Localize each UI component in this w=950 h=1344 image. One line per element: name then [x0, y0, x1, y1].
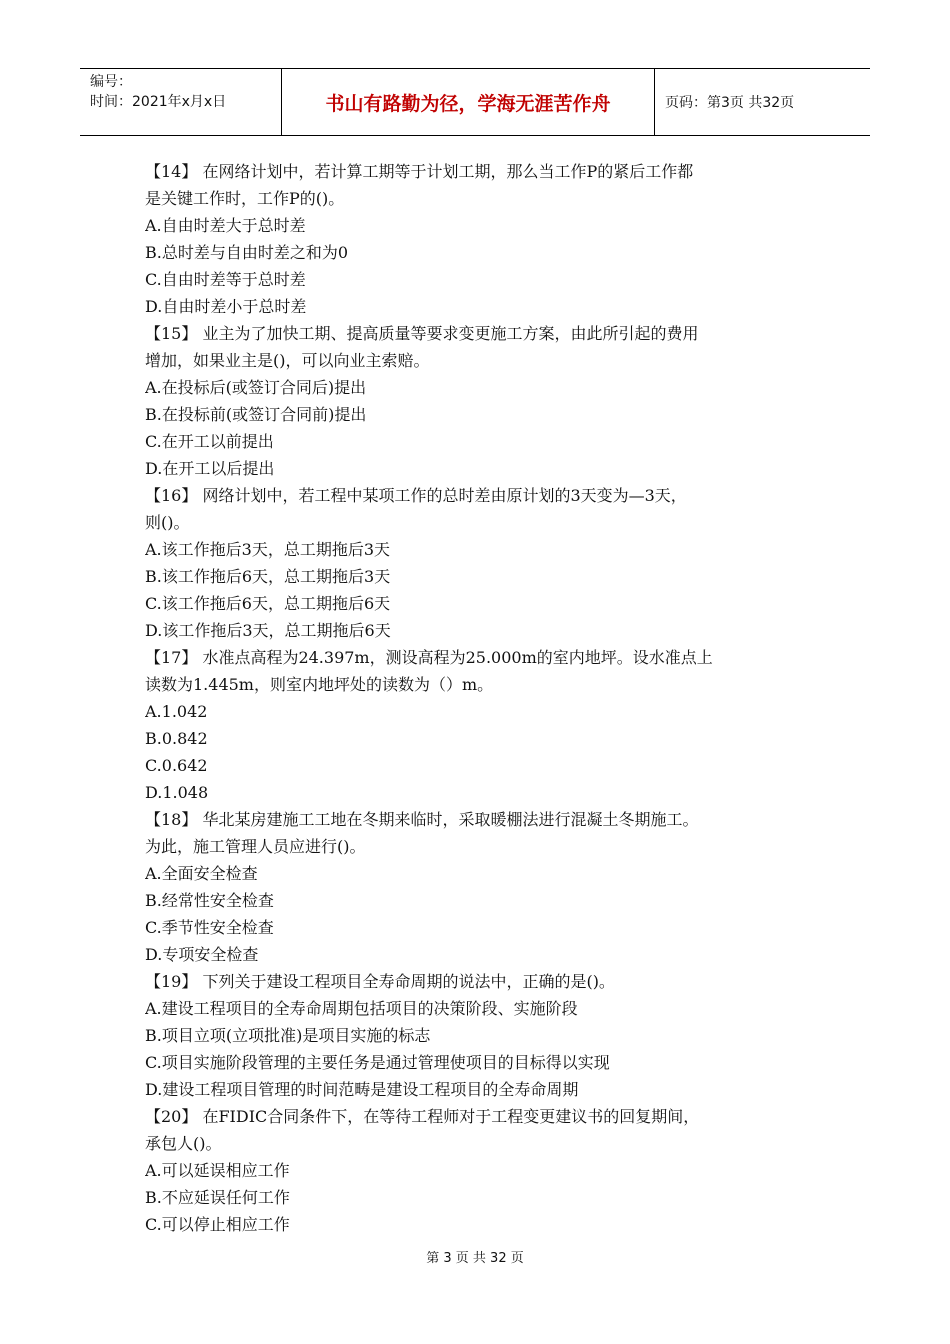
- text-line: D.自由时差小于总时差: [145, 297, 307, 316]
- header-meta: [80, 69, 282, 135]
- text-line: 增加，如果业主是()，可以向业主索赔。: [145, 351, 430, 370]
- serial-label: 编号：: [90, 74, 132, 90]
- text-line: 为此，施工管理人员应进行()。: [145, 837, 366, 856]
- text-line: 【20】 在FIDIC合同条件下，在等待工程师对于工程变更建议书的回复期间，: [145, 1107, 700, 1126]
- text-line: 【14】 在网络计划中，若计算工期等于计划工期，那么当工作P的紧后工作都: [145, 162, 694, 181]
- text-line: A.在投标后(或签订合同后)提出: [145, 378, 367, 397]
- text-line: A.全面安全检查: [145, 864, 258, 883]
- text-line: B.总时差与自由时差之和为0: [145, 243, 349, 262]
- header-page-info: 页码：第3页 共32页: [665, 95, 795, 111]
- text-line: 【16】 网络计划中，若工程中某项工作的总时差由原计划的3天变为—3天，: [145, 486, 687, 505]
- text-line: 【15】 业主为了加快工期、提高质量等要求变更施工方案，由此所引起的费用: [145, 324, 699, 343]
- text-line: C.自由时差等于总时差: [145, 270, 306, 289]
- text-line: D.在开工以后提出: [145, 459, 275, 478]
- text-line: C.项目实施阶段管理的主要任务是通过管理使项目的目标得以实现: [145, 1053, 610, 1072]
- text-line: B.该工作拖后6天，总工期拖后3天: [145, 567, 391, 586]
- text-line: C.季节性安全检查: [145, 918, 274, 937]
- page-header: [80, 68, 870, 136]
- text-line: B.在投标前(或签订合同前)提出: [145, 405, 367, 424]
- text-line: B.经常性安全检查: [145, 891, 274, 910]
- text-line: 【17】 水准点高程为24.397m，测设高程为25.000m的室内地坪。设水准点上: [145, 648, 713, 667]
- date-line: 时间：2021年x月x日: [90, 94, 227, 110]
- text-line: D.该工作拖后3天，总工期拖后6天: [145, 621, 391, 640]
- text-line: A.该工作拖后3天，总工期拖后3天: [145, 540, 391, 559]
- text-line: 【19】 下列关于建设工程项目全寿命周期的说法中，正确的是()。: [145, 972, 615, 991]
- text-line: C.0.642: [145, 756, 208, 775]
- text-line: 承包人()。: [145, 1134, 222, 1153]
- text-line: D.建设工程项目管理的时间范畴是建设工程项目的全寿命周期: [145, 1080, 579, 1099]
- text-line: B.0.842: [145, 729, 208, 748]
- document-body: [145, 158, 815, 1238]
- text-line: C.在开工以前提出: [145, 432, 274, 451]
- header-motto: 书山有路勤为径，学海无涯苦作舟: [282, 69, 655, 135]
- text-line: C.可以停止相应工作: [145, 1215, 290, 1234]
- text-line: A.1.042: [145, 702, 208, 721]
- text-line: A.自由时差大于总时差: [145, 216, 306, 235]
- page-footer: 第 3 页 共 32 页: [426, 1251, 524, 1266]
- text-line: B.项目立项(立项批准)是项目实施的标志: [145, 1026, 431, 1045]
- text-line: 【18】 华北某房建施工工地在冬期来临时，采取暖棚法进行混凝土冬期施工。: [145, 810, 699, 829]
- text-line: 则()。: [145, 513, 190, 532]
- text-line: A.建设工程项目的全寿命周期包括项目的决策阶段、实施阶段: [145, 999, 578, 1018]
- text-line: B.不应延误任何工作: [145, 1188, 290, 1207]
- text-line: 读数为1.445m，则室内地坪处的读数为（）m。: [145, 675, 494, 694]
- text-line: A.可以延误相应工作: [145, 1161, 290, 1180]
- text-line: C.该工作拖后6天，总工期拖后6天: [145, 594, 391, 613]
- text-line: D.专项安全检查: [145, 945, 259, 964]
- text-line: 是关键工作时，工作P的()。: [145, 189, 345, 208]
- text-line: D.1.048: [145, 783, 209, 802]
